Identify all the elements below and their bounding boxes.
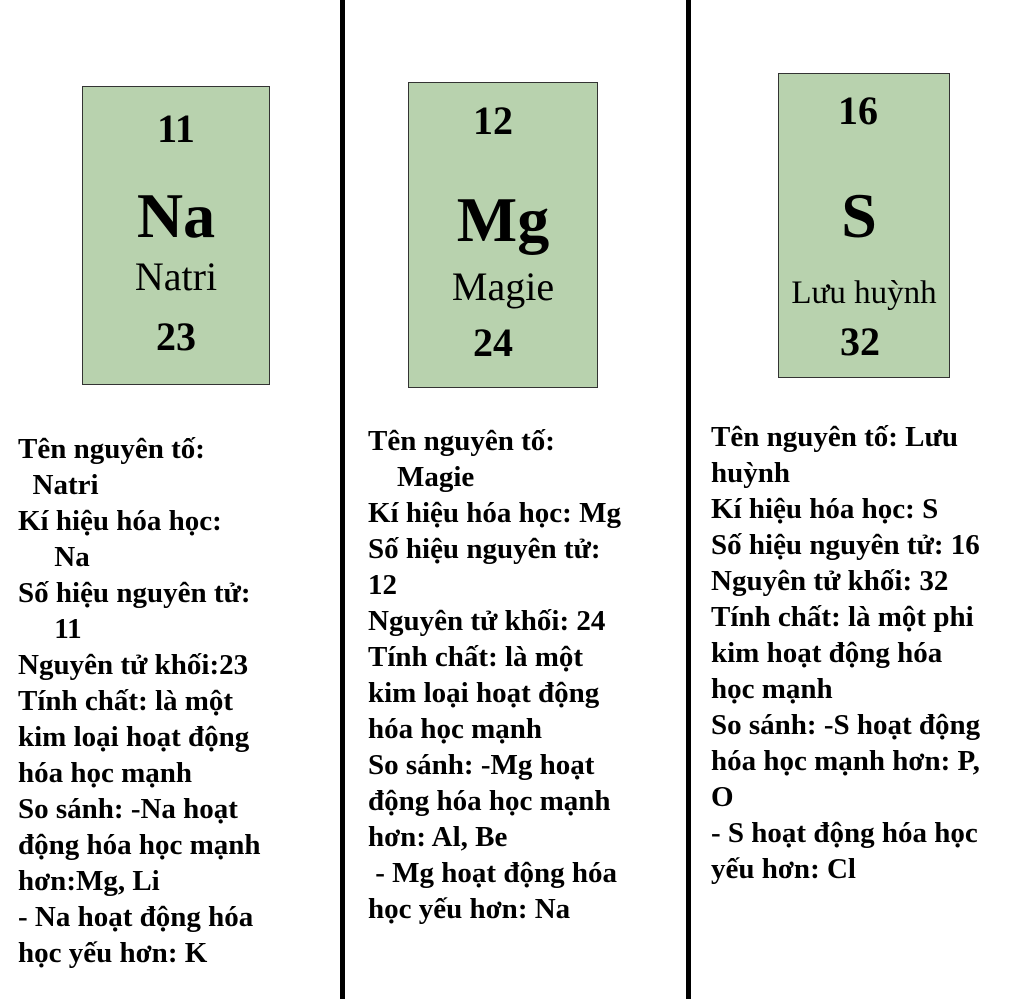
description-line: hóa học mạnh bbox=[18, 757, 193, 789]
description-line: động hóa học mạnh bbox=[368, 785, 611, 817]
description-line: O bbox=[711, 781, 734, 813]
description-line: Na bbox=[18, 541, 90, 573]
description-line: 12 bbox=[368, 569, 397, 601]
element-card-sodium bbox=[82, 86, 270, 385]
description-line: hơn:Mg, Li bbox=[18, 865, 160, 897]
description-line: Kí hiệu hóa học: bbox=[18, 505, 222, 537]
element-symbol: Na bbox=[136, 180, 216, 251]
description-line: hóa học mạnh bbox=[368, 713, 543, 745]
description-line: học yếu hơn: Na bbox=[368, 893, 571, 925]
description-line: hơn: Al, Be bbox=[368, 821, 508, 853]
description-line: Số hiệu nguyên tử: 16 bbox=[711, 529, 980, 561]
atomic-number: 11 bbox=[157, 106, 195, 151]
description-line: Số hiệu nguyên tử: bbox=[18, 577, 251, 609]
element-name: Lưu huỳnh bbox=[791, 275, 937, 311]
atomic-mass: 32 bbox=[840, 319, 880, 364]
element-card-magnesium bbox=[408, 82, 598, 388]
description-line: Nguyên tử khối:23 bbox=[18, 649, 249, 681]
element-symbol: Mg bbox=[456, 184, 550, 255]
description-line: 11 bbox=[18, 613, 82, 645]
description-line: Tính chất: là một bbox=[18, 685, 234, 717]
atomic-mass: 24 bbox=[473, 320, 513, 365]
description-line: động hóa học mạnh bbox=[18, 829, 261, 861]
description-line: So sánh: -Na hoạt bbox=[18, 793, 238, 825]
description-line: kim loại hoạt động bbox=[368, 677, 600, 709]
element-name: Magie bbox=[451, 264, 555, 309]
description-line: học yếu hơn: K bbox=[18, 937, 208, 969]
magnesium-description bbox=[368, 423, 621, 927]
description-line: Kí hiệu hóa học: Mg bbox=[368, 497, 621, 529]
description-line: yếu hơn: Cl bbox=[711, 853, 856, 885]
description-line: Tính chất: là một bbox=[368, 641, 584, 673]
description-line: kim hoạt động hóa bbox=[711, 637, 943, 669]
description-line: Nguyên tử khối: 32 bbox=[711, 565, 949, 597]
sulfur-description bbox=[711, 419, 980, 887]
description-line: Kí hiệu hóa học: S bbox=[711, 493, 939, 525]
description-line: huỳnh bbox=[711, 457, 791, 489]
description-line: - Mg hoạt động hóa bbox=[368, 857, 617, 889]
description-line: Số hiệu nguyên tử: bbox=[368, 533, 601, 565]
description-line: So sánh: -S hoạt động bbox=[711, 709, 981, 741]
column-divider-right bbox=[686, 0, 691, 999]
sodium-description bbox=[18, 431, 261, 971]
column-divider-left bbox=[340, 0, 345, 999]
description-line: Tên nguyên tố: Lưu bbox=[711, 421, 959, 453]
description-line: Magie bbox=[368, 461, 475, 493]
atomic-mass: 23 bbox=[156, 314, 196, 359]
description-line: Natri bbox=[18, 469, 99, 501]
element-name: Natri bbox=[134, 254, 218, 299]
description-line: Tính chất: là một phi bbox=[711, 601, 974, 633]
description-line: Nguyên tử khối: 24 bbox=[368, 605, 606, 637]
description-line: hóa học mạnh hơn: P, bbox=[711, 745, 980, 777]
description-line: kim loại hoạt động bbox=[18, 721, 250, 753]
description-line: học mạnh bbox=[711, 673, 833, 705]
description-line: Tên nguyên tố: bbox=[368, 425, 555, 457]
element-card-sulfur bbox=[778, 73, 950, 378]
atomic-number: 12 bbox=[473, 98, 513, 143]
description-line: - S hoạt động hóa học bbox=[711, 817, 978, 849]
description-line: So sánh: -Mg hoạt bbox=[368, 749, 595, 781]
element-symbol: S bbox=[841, 180, 877, 251]
description-line: Tên nguyên tố: bbox=[18, 433, 205, 465]
atomic-number: 16 bbox=[838, 88, 878, 133]
description-line: - Na hoạt động hóa bbox=[18, 901, 254, 933]
